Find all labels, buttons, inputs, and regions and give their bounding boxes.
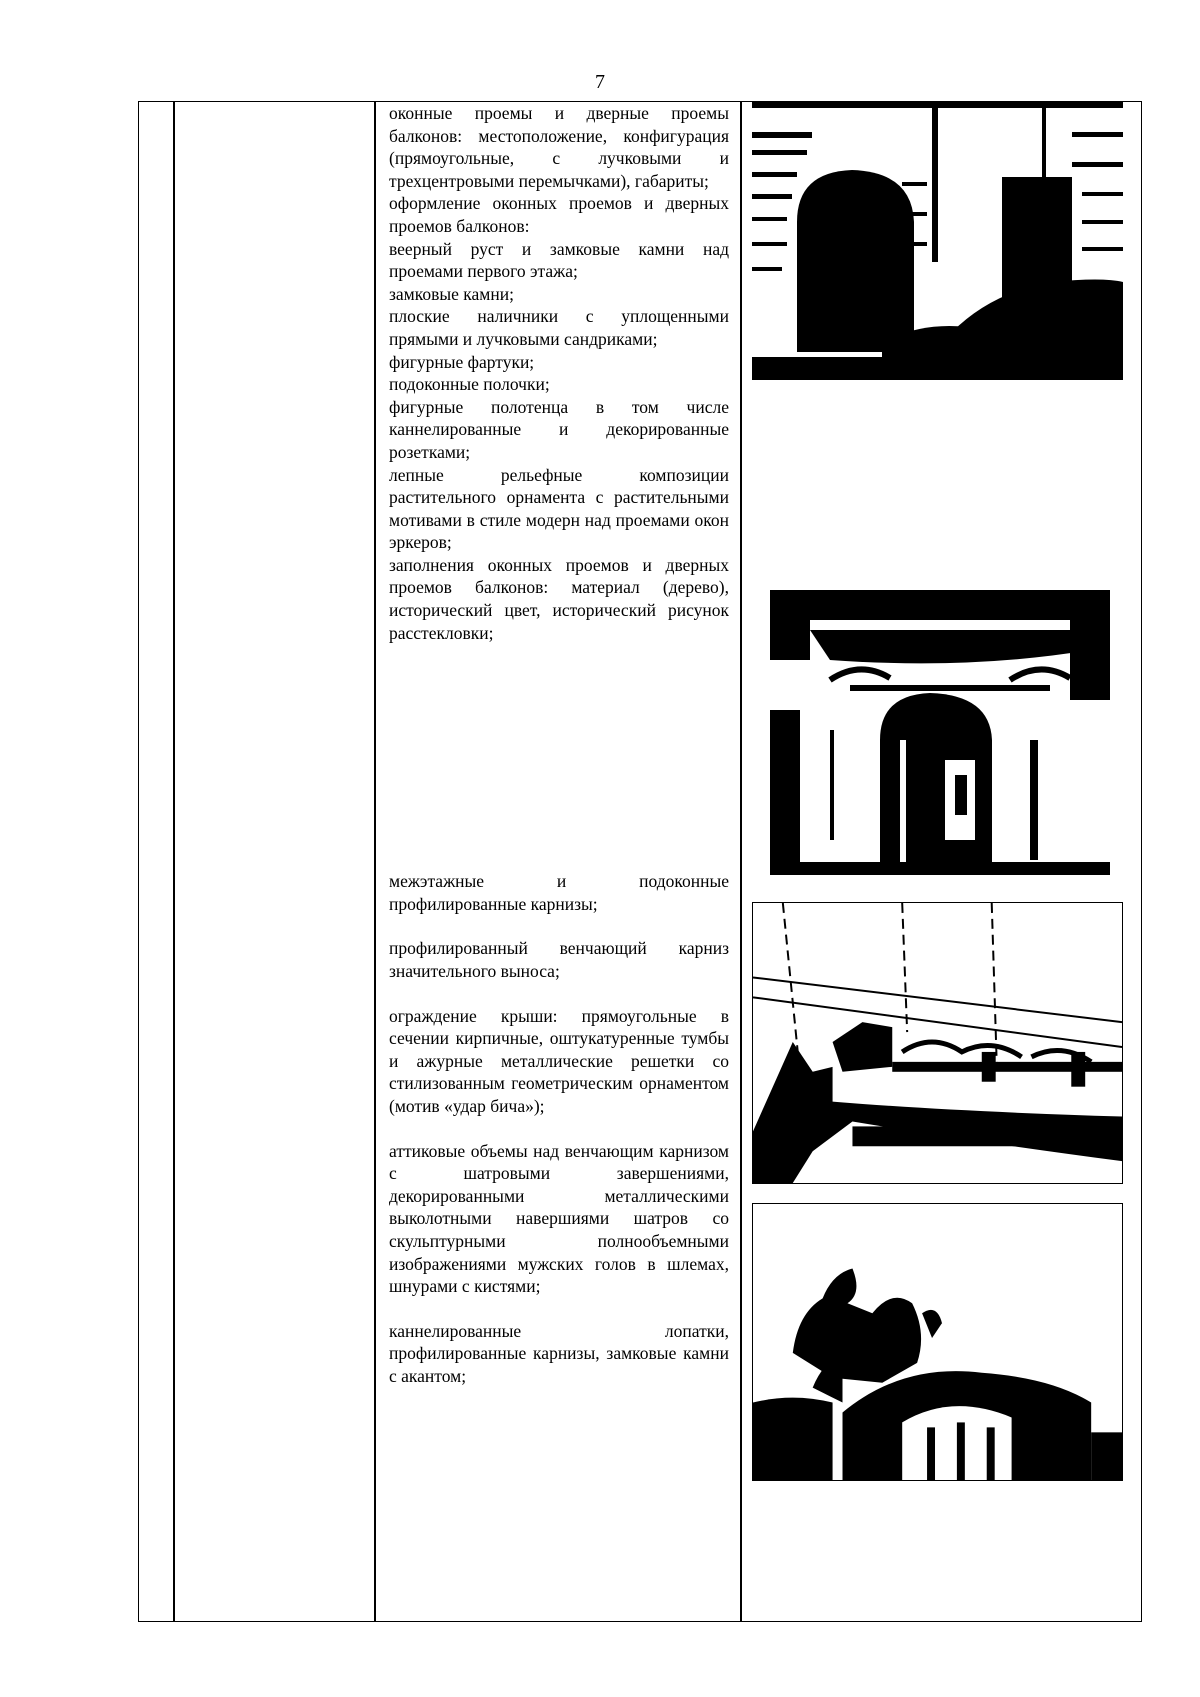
column-divider-1 [173, 101, 175, 1622]
column-divider-2 [374, 101, 376, 1622]
paragraph-relief: лепные рельефные композиции растительного орнамента с растительными мотивами в стиле модерн над проемами окон эркеров; [389, 464, 729, 553]
paragraph-towels: фигурные полотенца в том числе каннелированные и декорированные розетками; [389, 396, 729, 462]
page-number: 7 [595, 71, 605, 93]
photo-bay-window-decor [770, 590, 1110, 875]
paragraph-openings: оконные проемы и дверные проемы балконов: местоположение, конфигурация (прямоугольные, с лучковыми и трехцентровыми перемычками), габариты; [389, 103, 729, 191]
paragraph-keystones: замковые камни; [389, 283, 514, 304]
photo-attic-sculpture [752, 1203, 1123, 1481]
description-group-2 [389, 870, 729, 1387]
paragraph-attic: аттиковые объемы над венчающим карнизом с шатровыми завершениями, декорированными металлическими выколотными навершиями шатров со скульптурными полнообъемными изображениями мужских голов в шлемах, шнурами с кистями; [389, 1140, 729, 1297]
column-divider-3 [740, 101, 742, 1622]
photo-cornice-railing [752, 902, 1123, 1184]
paragraph-decoration-heading: оформление оконных проемов и дверных проемов балконов: [389, 193, 729, 236]
description-group-1 [389, 102, 729, 644]
paragraph-fillings: заполнения оконных проемов и дверных проемов балконов: материал (дерево), исторический цвет, исторический рисунок расстекловки; [389, 554, 729, 643]
paragraph-cornices: межэтажные и подоконные профилированные карнизы; [389, 871, 729, 914]
paragraph-roof-railing: ограждение крыши: прямоугольные в сечении кирпичные, оштукатуренные тумбы и ажурные металлические решетки со стилизованным геометрическим орнаментом (мотив «удар бича»); [389, 1005, 729, 1116]
paragraph-architraves: плоские наличники с уплощенными прямыми и лучковыми сандриками; [389, 306, 729, 349]
paragraph-crowning-cornice: профилированный венчающий карниз значительного выноса; [389, 938, 729, 982]
paragraph-pilasters: каннелированные лопатки, профилированные карнизы, замковые камни с акантом; [389, 1320, 729, 1386]
paragraph-rustication: веерный руст и замковые камни над проемами первого этажа; [389, 238, 729, 282]
paragraph-aprons: фигурные фартуки; [389, 351, 535, 372]
photo-arched-doorways [752, 102, 1123, 380]
paragraph-sills: подоконные полочки; [389, 374, 550, 395]
description-column [389, 102, 729, 1388]
